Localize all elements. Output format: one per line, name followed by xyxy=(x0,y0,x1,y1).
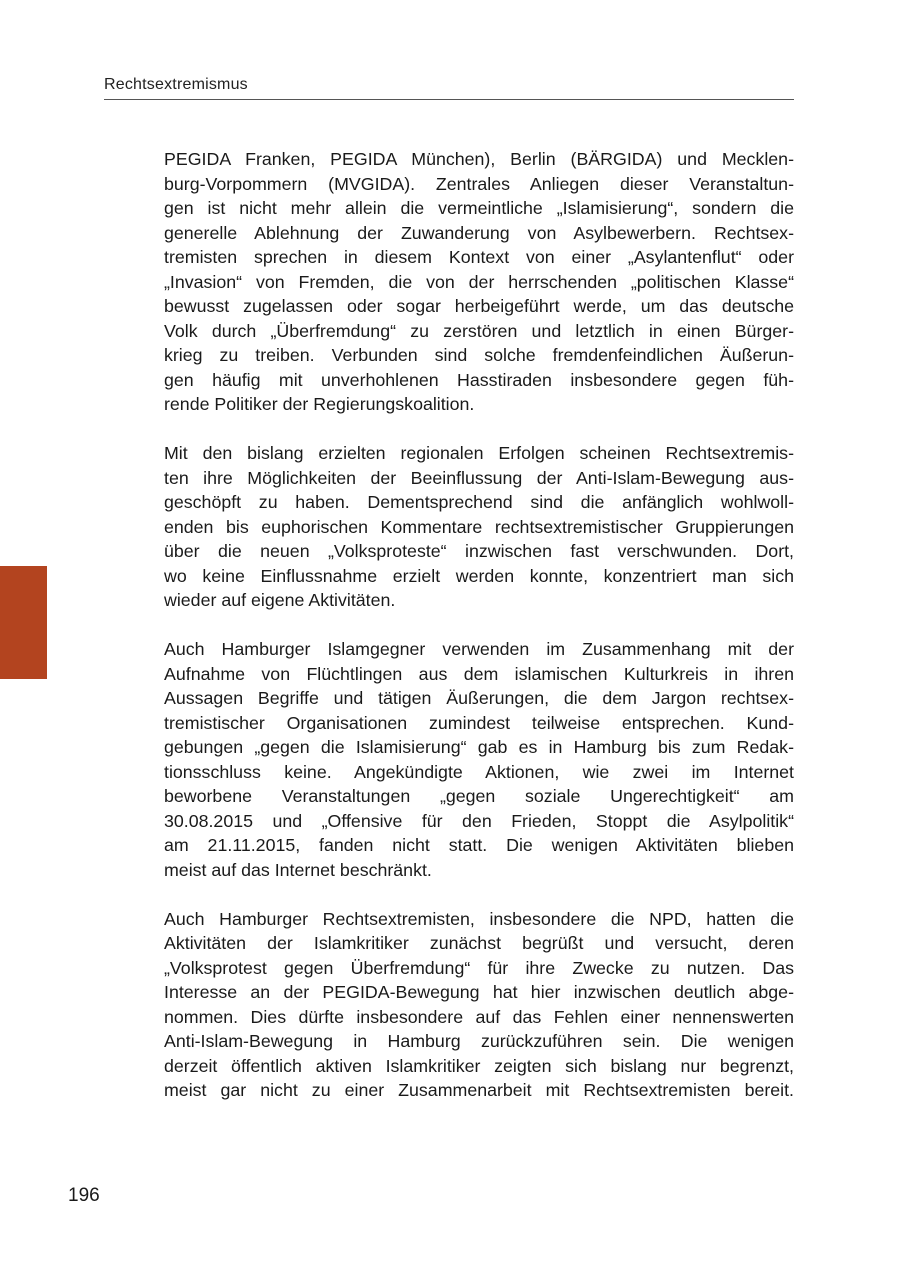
running-header: Rechtsextremismus xyxy=(104,76,248,93)
text-line: nommen. Dies dürfte insbesondere auf das Fehlen einer nennenswerten xyxy=(164,1006,794,1027)
text-line: generelle Ablehnung der Zuwanderung von Asylbewerbern. Rechtsex- xyxy=(164,222,794,243)
header-rule xyxy=(104,99,794,100)
text-line: Auch Hamburger Islamgegner verwenden im Zusammenhang mit der xyxy=(164,639,794,659)
text-line: PEGIDA Franken, PEGIDA München), Berlin (BÄRGIDA) und Mecklen- xyxy=(164,149,794,169)
paragraph xyxy=(164,637,794,882)
text-line: burg-Vorpommern (MVGIDA). Zentrales Anliegen dieser Veranstaltun- xyxy=(164,173,794,194)
body-text xyxy=(164,147,794,1127)
text-line: rende Politiker der Regierungskoalition. xyxy=(164,394,475,414)
text-line: Aktivitäten der Islamkritiker zunächst begrüßt und versucht, deren xyxy=(164,933,794,953)
text-line: geschöpft zu haben. Dementsprechend sind die anfänglich wohlwoll- xyxy=(164,492,794,512)
text-line: gebungen „gegen die Islamisierung“ gab es in Hamburg bis zum Redak- xyxy=(164,737,794,757)
text-line: wieder auf eigene Aktivitäten. xyxy=(164,590,396,610)
text-line: ten ihre Möglichkeiten der Beeinflussung der Anti-Islam-Bewegung aus- xyxy=(164,467,794,488)
text-line: enden bis euphorischen Kommentare rechtsextremistischer Gruppierungen xyxy=(164,516,794,537)
chapter-marker xyxy=(0,566,47,679)
text-line: tionsschluss keine. Angekündigte Aktionen, wie zwei im Internet xyxy=(164,761,794,782)
text-line: bewusst zugelassen oder sogar herbeigeführt werde, um das deutsche xyxy=(164,296,794,316)
text-line: Interesse an der PEGIDA-Bewegung hat hier inzwischen deutlich abge- xyxy=(164,982,794,1002)
text-line: über die neuen „Volksproteste“ inzwischen fast verschwunden. Dort, xyxy=(164,541,794,561)
paragraph xyxy=(164,147,794,417)
text-line: Volk durch „Überfremdung“ zu zerstören und letztlich in einen Bürger- xyxy=(164,320,794,341)
text-line: wo keine Einflussnahme erzielt werden konnte, konzentriert man sich xyxy=(164,565,794,586)
text-line: tremistischer Organisationen zumindest teilweise entsprechen. Kund- xyxy=(164,712,794,733)
text-line: meist gar nicht zu einer Zusammenarbeit mit Rechtsextremisten bereit. xyxy=(164,1080,794,1100)
text-line: Aussagen Begriffe und tätigen Äußerungen, die dem Jargon rechtsex- xyxy=(164,688,794,708)
paragraph xyxy=(164,907,794,1103)
text-line: 30.08.2015 und „Offensive für den Frieden, Stoppt die Asylpolitik“ xyxy=(164,810,794,831)
text-line: „Volksprotest gegen Überfremdung“ für ihre Zwecke zu nutzen. Das xyxy=(164,957,794,978)
text-line: Mit den bislang erzielten regionalen Erfolgen scheinen Rechtsextremis- xyxy=(164,443,794,463)
text-line: meist auf das Internet beschränkt. xyxy=(164,859,432,880)
text-line: krieg zu treiben. Verbunden sind solche fremdenfeindlichen Äußerun- xyxy=(164,345,794,365)
text-line: am 21.11.2015, fanden nicht statt. Die wenigen Aktivitäten blieben xyxy=(164,835,794,855)
text-line: gen ist nicht mehr allein die vermeintliche „Islamisierung“, sondern die xyxy=(164,198,794,218)
page-number: 196 xyxy=(68,1185,100,1206)
text-line: tremisten sprechen in diesem Kontext von einer „Asylantenflut“ oder xyxy=(164,247,794,267)
text-line: beworbene Veranstaltungen „gegen soziale Ungerechtigkeit“ am xyxy=(164,786,794,806)
paragraph xyxy=(164,441,794,613)
text-line: gen häufig mit unverhohlenen Hasstiraden insbesondere gegen füh- xyxy=(164,369,794,390)
text-line: „Invasion“ von Fremden, die von der herrschenden „politischen Klasse“ xyxy=(164,271,794,292)
text-line: derzeit öffentlich aktiven Islamkritiker zeigten sich bislang nur begrenzt, xyxy=(164,1055,794,1076)
text-line: Anti-Islam-Bewegung in Hamburg zurückzuführen sein. Die wenigen xyxy=(164,1031,794,1051)
text-line: Auch Hamburger Rechtsextremisten, insbesondere die NPD, hatten die xyxy=(164,908,794,929)
text-line: Aufnahme von Flüchtlingen aus dem islamischen Kulturkreis in ihren xyxy=(164,663,794,684)
